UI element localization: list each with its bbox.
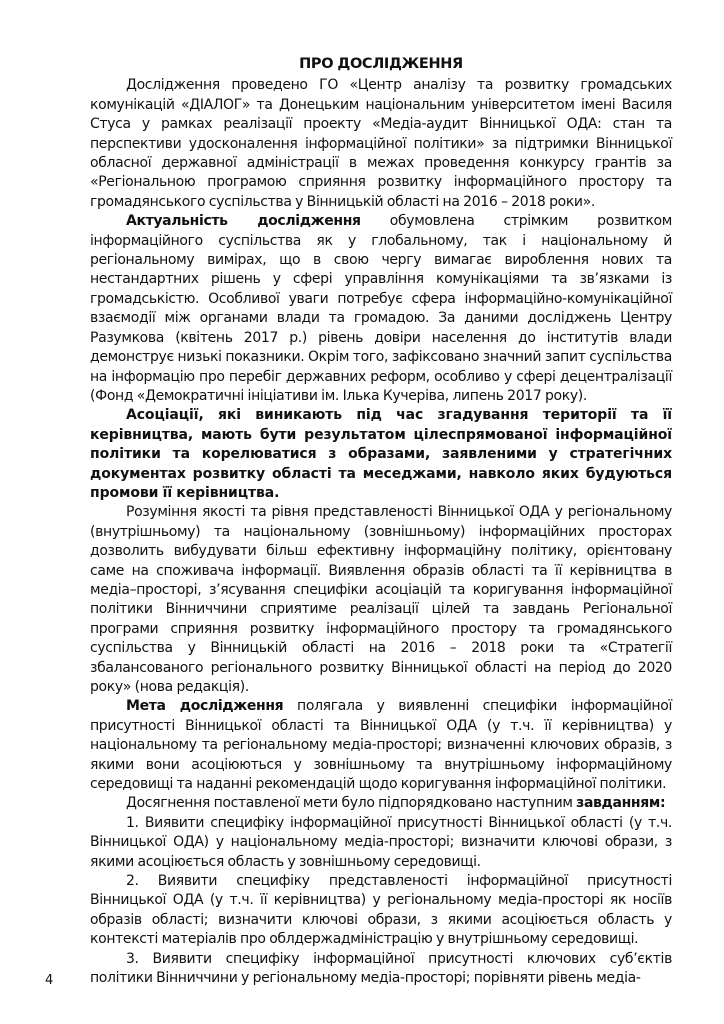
relevance-text: обумовлена стрімким розвитком інформаційного суспільства як у глобальному, так і національному й регіональному вимірах, що в свою чергу вимагає вироблення нових та нестандартних рішень у сфері управління комунікаціями та зв’язками із громадськістю. Особливої уваги потребує сфера інформаційно-комунікаційної взаємодії між органами влади та громадою. За даними досліджень Центру Разумкова (квітень 2017 р.) рівень довіри населення до інститутів влади демонструє низькі показники. Окрім того, зафіксовано значний запит суспільства на інформацію про перебіг державних реформ, особливо у сфері децентралізації (Фонд «Демократичні ініціативи ім. Ілька Кучеріва, липень 2017 року).	[90, 213, 672, 404]
paragraph-tasks-intro	[90, 794, 672, 813]
document-page	[90, 55, 672, 989]
task-item-3: 3. Виявити специфіку інформаційної присутності ключових суб’єктів політики Вінниччини у регіональному медіа-просторі; порівняти рівень медіа-	[90, 950, 672, 987]
task-item-1: 1. Виявити специфіку інформаційної присутності Вінницької області (у т.ч. Вінницької ОДА) у національному медіа-просторі; визначити ключові образи, з якими асоціюється область у зовнішньому середовищі.	[90, 814, 672, 870]
relevance-lead: Актуальність дослідження	[126, 213, 361, 230]
paragraph-relevance	[90, 212, 672, 406]
tasks-intro-bold: завданням:	[576, 795, 666, 812]
page-number: 4	[45, 973, 54, 988]
paragraph-goal	[90, 697, 672, 794]
goal-text: полягала у виявленні специфіки інформаційної присутності Вінницької області та Вінницької ОДА (у т.ч. її керівництва) у національному та регіональному медіа-просторі; визначенні ключових образів, з якими вони асоціюються у зовнішньому та внутрішньому інформаційному середовищі та наданні рекомендацій щодо коригування інформаційної політики.	[90, 698, 672, 793]
paragraph-intro: Дослідження проведено ГО «Центр аналізу та розвитку громадських комунікацій «ДІАЛОГ» та Донецьким національним університетом імені Василя Стуса у рамках реалізації проекту «Медіа-аудит Вінницької ОДА: стан та перспективи удосконалення інформаційної політики» за підтримки Вінницької обласної державної адміністрації в межах проведення конкурсу грантів за «Регіональною програмою сприяння розвитку інформаційного простору та громадянського суспільства у Вінницькій області на 2016 – 2018 роки».	[90, 77, 672, 210]
tasks-intro-text: Досягнення поставленої мети було підпорядковано наступним	[126, 795, 577, 812]
section-title: ПРО ДОСЛІДЖЕННЯ	[299, 56, 463, 72]
paragraph-understanding: Розуміння якості та рівня представленості Вінницької ОДА у регіональному (внутрішньому) та національному (зовнішньому) інформаційних просторах дозволить вибудувати більш ефективну інформаційну політику, орієнтовану саме на споживача інформації. Виявлення образів області та її керівництва в медіа–просторі, з’ясування специфіки асоціацій та коригування інформаційної політики Вінниччини сприятиме реалізації цілей та завдань Регіональної програми сприяння розвитку інформаційного простору та громадянського суспільства у Вінницькій області на 2016 – 2018 роки та «Стратегії збалансованого регіонального розвитку Вінницької області на період до 2020 року» (нова редакція).	[90, 504, 672, 695]
goal-lead: Мета дослідження	[126, 698, 284, 715]
task-item-2: 2. Виявити специфіку представленості інформаційної присутності Вінницької ОДА (у т.ч. її керівництва) у регіональному медіа-просторі як носіїв образів області; визначити ключові образи, з якими асоціюється область у контексті матеріалів про облдержадміністрацію у внутрішньому середовищі.	[90, 873, 672, 948]
paragraph-associations: Асоціації, які виникають під час згадування території та її керівництва, мають бути результатом цілеспрямованої інформаційної політики та корелюватися з образами, заявленими у стратегічних документах розвитку області та меседжами, навколо яких будуються промови її керівництва.	[90, 407, 672, 501]
